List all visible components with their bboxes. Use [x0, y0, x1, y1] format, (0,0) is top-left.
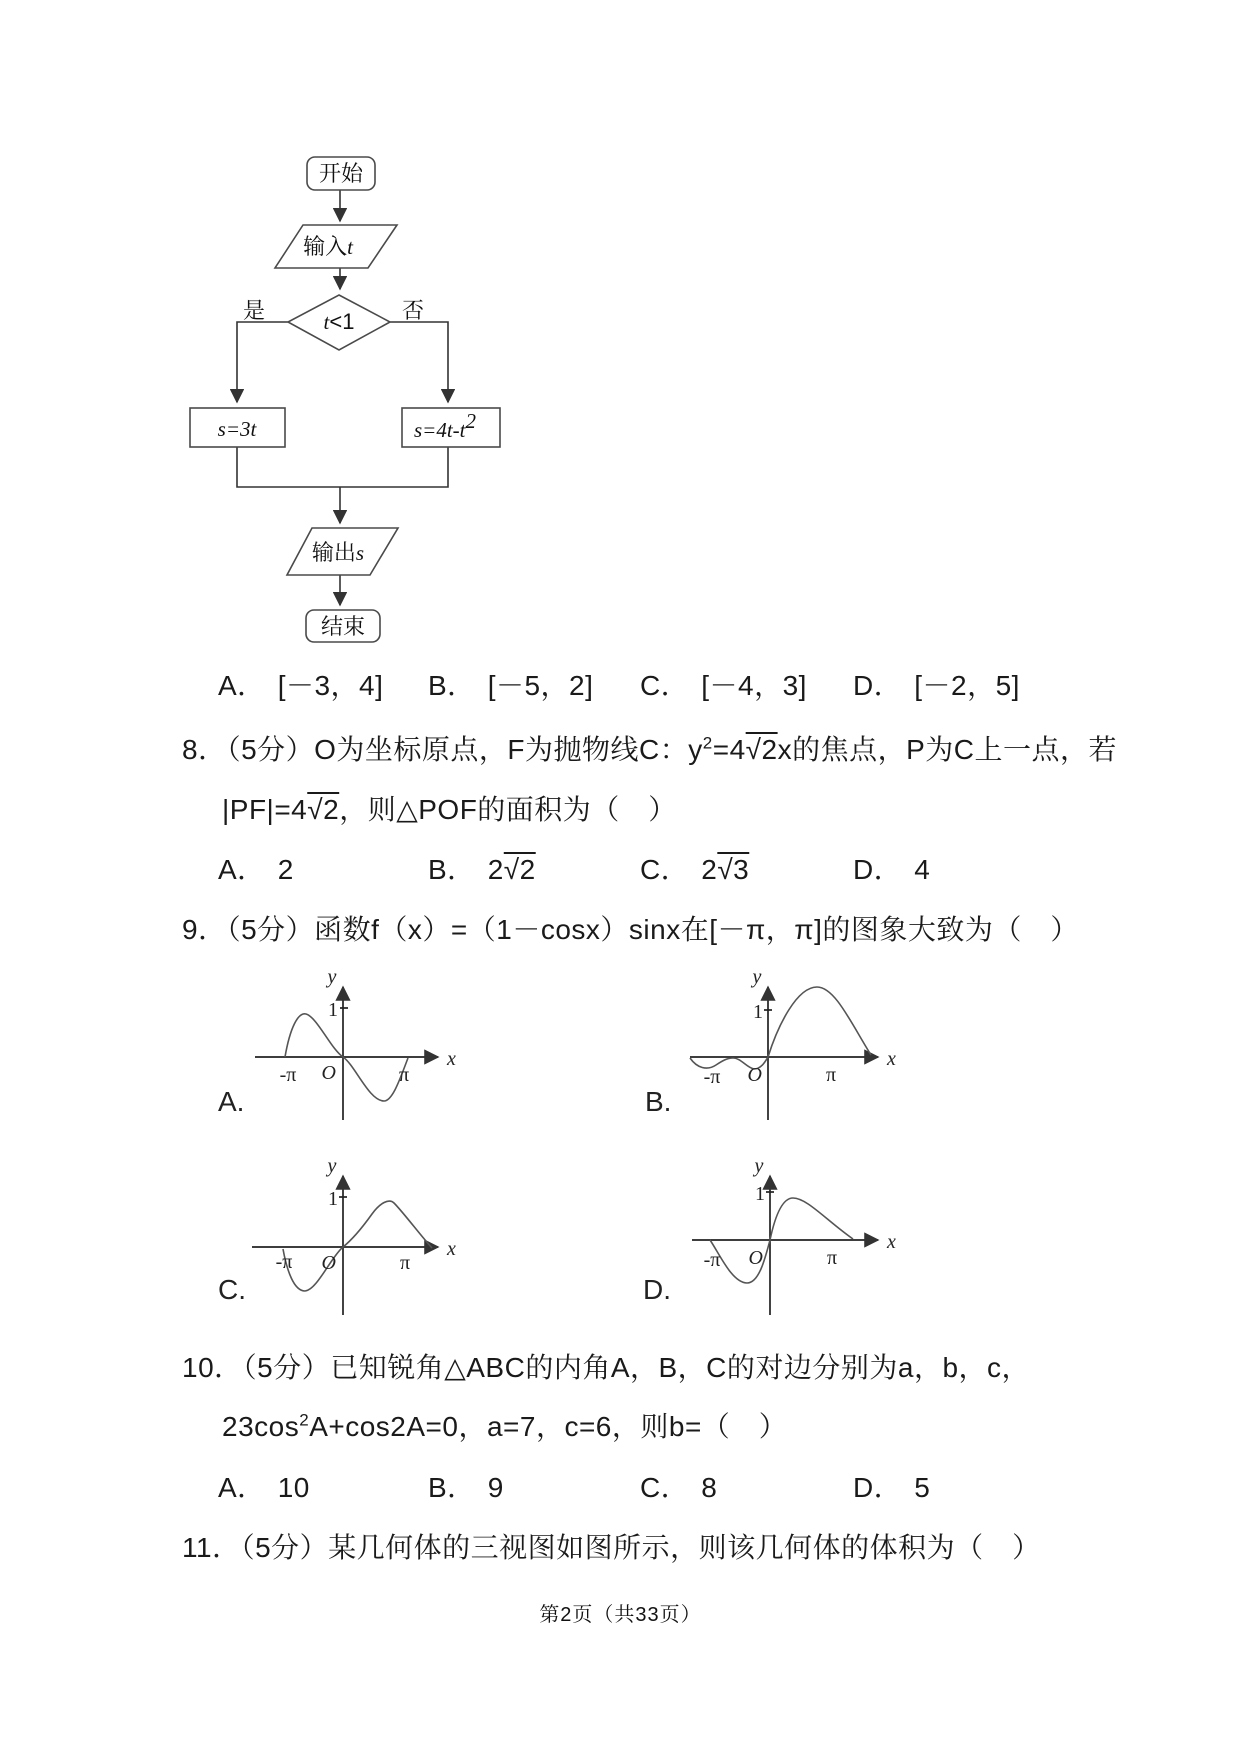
neg-pi-tick: -π	[703, 1066, 721, 1088]
x-axis-label: x	[887, 1048, 896, 1070]
q10-option-b: B． 9	[428, 1472, 504, 1503]
svg-text:t<1	[324, 309, 355, 334]
q8-options-row	[0, 848, 1241, 888]
flowchart-end-label: 结束	[320, 614, 366, 639]
flowchart-start-label: 开始	[318, 161, 364, 186]
q10-option-d: D． 5	[853, 1472, 931, 1503]
flowchart-figure	[150, 135, 550, 665]
q7-options-row	[0, 664, 1241, 704]
flowchart-yes-label: 是	[242, 298, 266, 323]
flowchart-decision-condition: <1	[329, 309, 355, 334]
q7-option-d: D． [－2，5]	[853, 670, 1020, 701]
y-axis-label: y	[754, 1155, 764, 1177]
q9-graph-c-label: C.	[218, 1274, 246, 1305]
q10-stem-line1: 10．（5分）已知锐角△ABC的内角A，B，C的对边分别为a，b，c，	[182, 1352, 1031, 1383]
y-tick-1: 1	[753, 1001, 763, 1023]
q8-stem-line1: 8．（5分）O为坐标原点，F为抛物线C：$y^2=4√2x$的焦点，P为C上一点，若	[182, 733, 1118, 765]
y-tick-1: 1	[328, 1188, 338, 1210]
q7-option-c: C． [－4，3]	[640, 670, 807, 701]
q8-option-a: A． 2	[218, 854, 294, 885]
q10-option-c: C． 8	[640, 1472, 718, 1503]
flowchart-output-variable: s	[355, 541, 365, 565]
q7-option-a: A． [－3，4]	[218, 670, 384, 701]
origin-label: O	[747, 1064, 762, 1086]
q8-option-b: B． 2√2	[428, 854, 536, 885]
pi-tick: π	[825, 1064, 837, 1086]
x-axis-label: x	[447, 1238, 456, 1260]
pi-tick: π	[399, 1252, 411, 1274]
q9-graph-d-label: D.	[643, 1274, 671, 1305]
q7-option-b: B． [－5，2]	[428, 670, 594, 701]
flowchart-no-label: 否	[401, 298, 425, 323]
q9-graph-c-curve	[283, 1201, 432, 1291]
flowchart-right-formula-exponent: 2	[465, 409, 477, 433]
y-axis-label: y	[327, 1155, 337, 1177]
flowchart-start-node	[307, 157, 375, 190]
q8-stem-line2: |PF|=4√2，则△POF的面积为（ ）	[222, 794, 677, 825]
q9-graph-a-axes	[255, 987, 438, 1120]
flowchart-output-label: 输出	[311, 540, 356, 565]
svg-text:输入t	[303, 234, 354, 259]
q9-graph-b-axes	[690, 987, 878, 1120]
pi-tick: π	[826, 1247, 838, 1269]
x-axis-label: x	[887, 1231, 896, 1253]
origin-label: O	[748, 1247, 763, 1269]
q9-stem: 9．（5分）函数f（x）=（1－cosx）sinx在[－π，π]的图象大致为（ ）	[182, 914, 1079, 945]
q10-options-row	[0, 1466, 1241, 1506]
flowchart-input-variable: t	[347, 235, 353, 259]
y-axis-label: y	[752, 966, 762, 988]
svg-text:输出s	[312, 540, 364, 565]
flowchart-decision-variable: t	[323, 310, 330, 334]
neg-pi-tick: -π	[279, 1064, 297, 1086]
y-tick-1: 1	[328, 999, 338, 1021]
page-footer: 第2页（共33页）	[539, 1604, 702, 1626]
q10-option-a: A． 10	[218, 1472, 310, 1503]
flowchart-right-formula: s=4t-t	[413, 418, 466, 442]
neg-pi-tick: -π	[275, 1251, 293, 1273]
q9-graph-a-label: A.	[218, 1086, 245, 1117]
q9-graph-d-axes	[692, 1176, 878, 1315]
origin-label: O	[321, 1062, 336, 1084]
q9-graph-b-label: B.	[645, 1086, 672, 1117]
q8-option-d: D． 4	[853, 854, 931, 885]
origin-label: O	[321, 1252, 336, 1274]
flowchart-branch-right-node	[402, 408, 500, 447]
y-axis-label: y	[327, 966, 337, 988]
y-tick-1: 1	[755, 1183, 765, 1205]
flowchart-left-formula: s=3t	[217, 417, 257, 441]
flowchart-output-node	[287, 528, 398, 575]
neg-pi-tick: -π	[703, 1249, 721, 1271]
flowchart-input-node	[275, 225, 397, 268]
flowchart-branch-left-node	[190, 408, 285, 447]
q10-stem-line2: $23\cos^2A+\cos 2A=0$，a=7，c=6，则b=（ ）	[222, 1410, 788, 1442]
flowchart-input-label: 输入	[303, 234, 348, 259]
flowchart-end-node	[306, 610, 380, 642]
x-axis-label: x	[447, 1048, 456, 1070]
q8-option-c: C． 2√3	[640, 854, 750, 885]
pi-tick: π	[398, 1064, 410, 1086]
q11-stem: 11．（5分）某几何体的三视图如图所示，则该几何体的体积为（ ）	[182, 1532, 1041, 1563]
